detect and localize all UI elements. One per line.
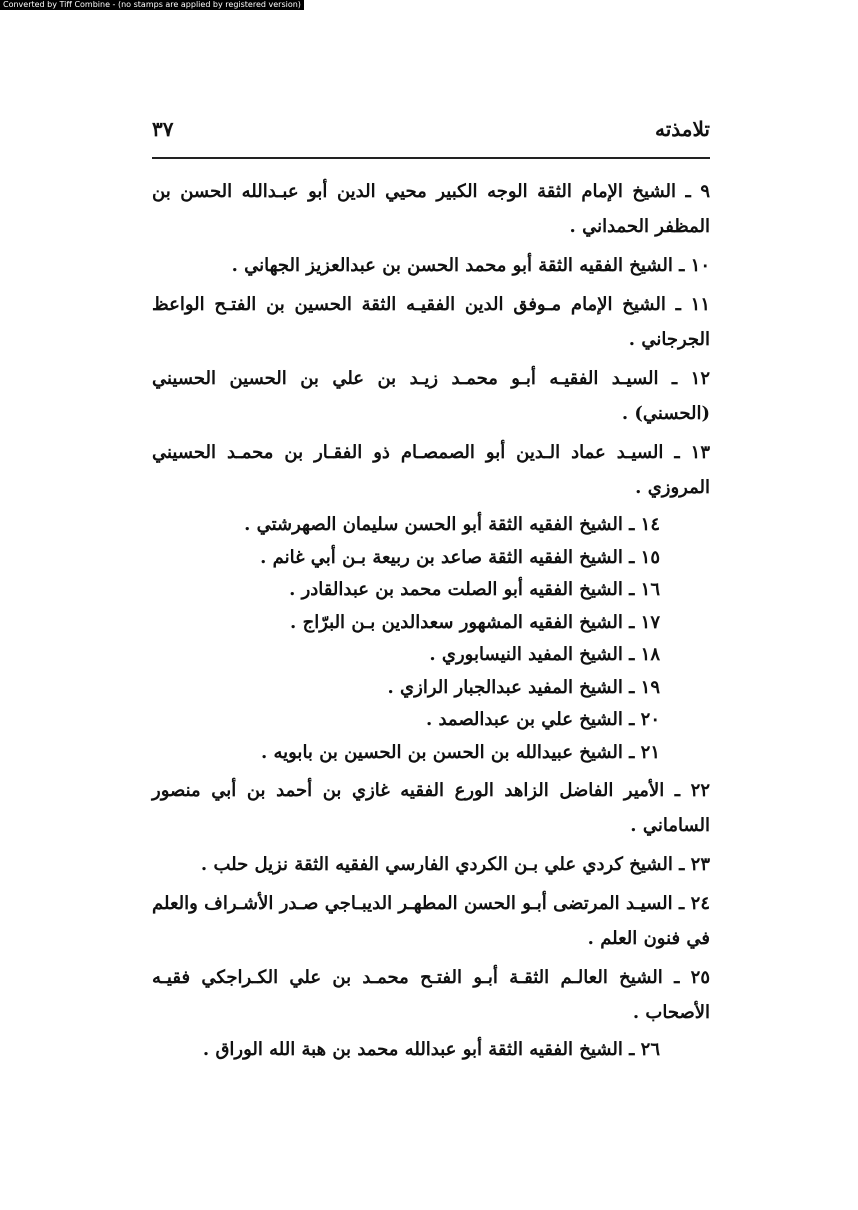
- entry-23: ٢٣ ـ الشيخ كردي علي بـن الكردي الفارسي الفقيه الثقة نزيل حلب .: [200, 854, 710, 875]
- entry-14: ١٤ ـ الشيخ الفقيه الثقة أبو الحسن سليمان الصهرشتي .: [244, 514, 660, 535]
- entry-11: ١١ ـ الشيخ الإمام مـوفق الدين الفقيـه الثقة الحسين بن الفتـح الواعظ الجرجاني .: [152, 294, 710, 350]
- entry-10: ١٠ ـ الشيخ الفقيه الثقة أبو محمد الحسن بن عبدالعزيز الجهاني .: [231, 255, 710, 276]
- entry-20: ٢٠ ـ الشيخ علي بن عبدالصمد .: [425, 709, 660, 730]
- page-number: ٣٧: [152, 117, 174, 141]
- entry-24: ٢٤ ـ السيـد المرتضى أبـو الحسن المطهـر الديبـاجي صـدر الأشـراف والعلم في فنون العلم .: [152, 893, 710, 949]
- running-title: تلامذته: [655, 117, 710, 141]
- header-divider: [152, 157, 710, 159]
- entry-9: ٩ ـ الشيخ الإمام الثقة الوجه الكبير محيي الدين أبو عبـدالله الحسن بن المظفر الحمداني .: [152, 181, 710, 237]
- entry-22: ٢٢ ـ الأمير الفاضل الزاهد الورع الفقيه غازي بن أحمد بن أبي منصور الساماني .: [152, 780, 710, 836]
- entry-18: ١٨ ـ الشيخ المفيد النيسابوري .: [429, 644, 660, 665]
- page-header: [152, 117, 710, 153]
- converter-banner: Converted by Tiff Combine - (no stamps are applied by registered version): [0, 0, 304, 10]
- entry-19: ١٩ ـ الشيخ المفيد عبدالجبار الرازي .: [387, 676, 660, 698]
- page-body: [152, 174, 710, 1067]
- entry-15: ١٥ ـ الشيخ الفقيه الثقة صاعد بن ربيعة بـن أبي غانم .: [260, 546, 660, 568]
- entry-26: ٢٦ ـ الشيخ الفقيه الثقة أبو عبدالله محمد بن هبة الله الوراق .: [202, 1039, 660, 1060]
- entry-25: ٢٥ ـ الشيخ العالـم الثقـة أبـو الفتـح محمـد بن علي الكـراجكي فقيـه الأصحاب .: [152, 967, 710, 1023]
- entry-17: ١٧ ـ الشيخ الفقيه المشهور سعدالدين بـن البرّاج .: [290, 611, 660, 633]
- entry-16: ١٦ ـ الشيخ الفقيه أبو الصلت محمد بن عبدالقادر .: [289, 579, 660, 600]
- entry-13: ١٣ ـ السيـد عماد الـدين أبو الصمصـام ذو الفقـار بن محمـد الحسيني المروزي .: [152, 442, 710, 498]
- entry-21: ٢١ ـ الشيخ عبيدالله بن الحسن بن الحسين بن بابويه .: [260, 741, 660, 763]
- entry-12: ١٢ ـ السيـد الفقيـه أبـو محمـد زيـد بن علي بن الحسين الحسيني (الحسني) .: [152, 368, 710, 424]
